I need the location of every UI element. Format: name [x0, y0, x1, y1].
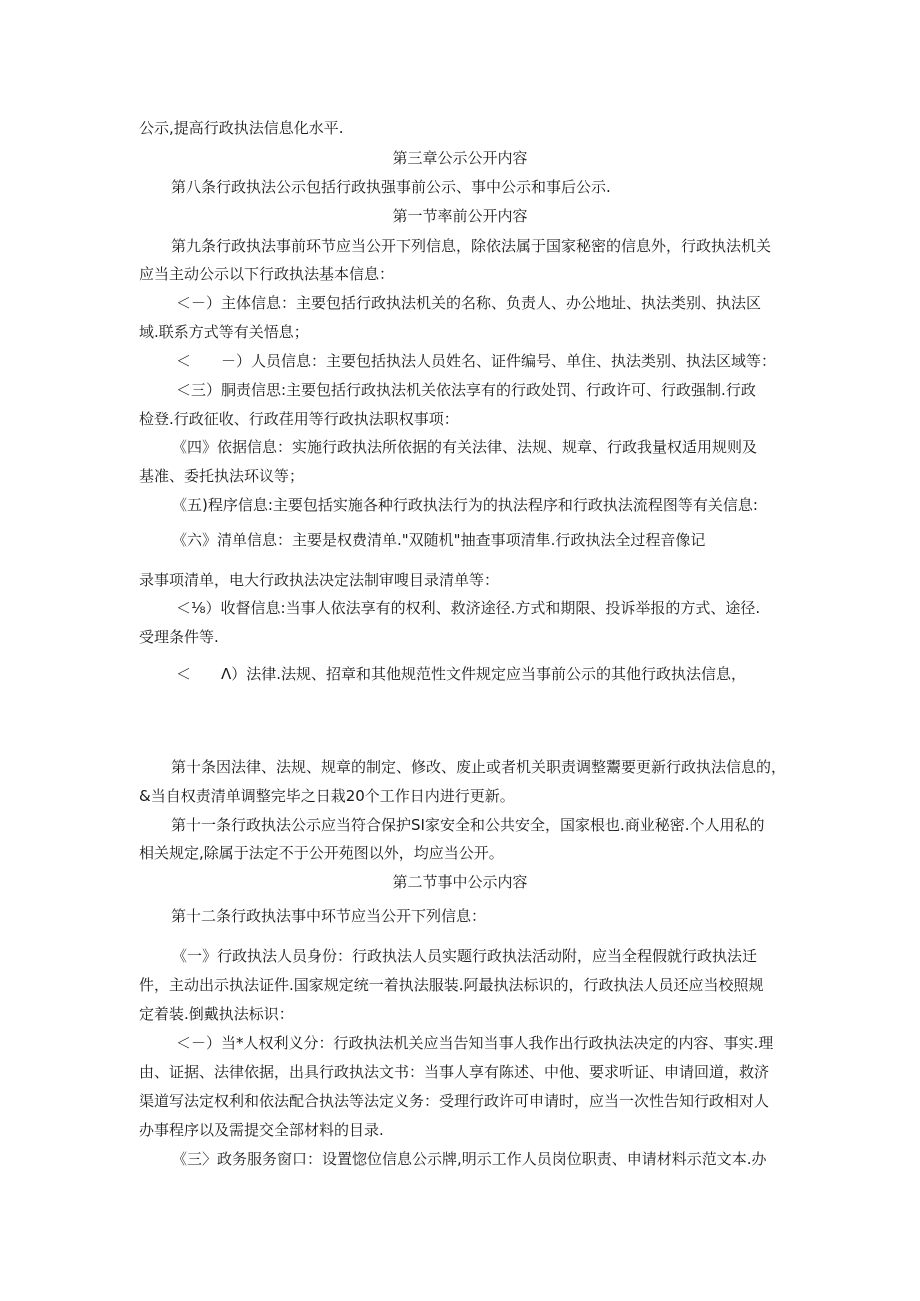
text-line: 应当主动公示以下行政执法基本信息：: [139, 265, 395, 283]
section-heading: 第一节率前公开内容: [392, 207, 528, 225]
text-line: 检登.行政征收、行政荏用等行政执法职权事项：: [139, 410, 459, 428]
text-line: 域.联系方式等有关悟息；: [139, 323, 309, 341]
text-line: 第十二条行政执法事中环节应当公开下列信息：: [171, 907, 487, 925]
section-heading: 第二节事中公示内容: [392, 873, 528, 891]
text-line: 《一》行政执法人员身份：行政执法人员实题行政执法活动附，应当全程假就行政执法迁: [172, 947, 758, 965]
text-line: 定着装.倒戴执法标识：: [139, 1005, 294, 1023]
text-line: 《六》清单信息：主要是权费清单."双随机"抽查事项清隼.行政执法全过程音像记: [172, 531, 706, 549]
text-line: &当自权责清单调整完毕之日栽20个工作日内进行更新。: [139, 787, 515, 805]
text-line: ＜三）胴责信思:主要包括行政执法机关依法享有的行政处罚、行政许可、行政强制.行政: [176, 381, 756, 399]
text-line: 《三〉政务服务窗口：设置惚位信息公示牌,明示工作人员岗位职责、申请材料示范文本.办: [172, 1150, 767, 1168]
text-line: ＜－）当*人权利义分：行政执法机关应当告知当事人我作出行政执法决定的内容、事实.理: [176, 1034, 774, 1052]
text-line: 受理条件等.: [139, 628, 219, 646]
chapter-heading: 第三章公示公开内容: [392, 149, 528, 167]
text-line: 第九条行政执法事前环节应当公开下列信息，除依法属于国家秘密的信息外，行政执法机关: [171, 237, 772, 255]
text-line: 《五)程序信息:主要包括实施各种行政执法行为的执法程序和行政执法流程图等有关信息:: [172, 496, 758, 514]
text-line: 渠道写法定权利和依法配合执法等法定义务：受理行政许可申请时，应当一次性告知行政相对人: [139, 1092, 770, 1110]
text-line: 录事项清单，电大行政执法决定法制审嗖目录清单等：: [139, 571, 500, 589]
text-line: 第十一条行政执法公示应当符合保护SI家安全和公共安全，国家根也.商业秘密.个人用私的: [171, 816, 765, 834]
text-line: ＜⅛）收督信息:当事人依法享有的权利、救济途径.方式和期限、投诉举报的方式、途径.: [176, 599, 761, 617]
text-line: 由、证据、法律依据，出具行政执法文书：当事人享有陈述、中他、要求听证、申请回道，救济: [139, 1063, 770, 1081]
text-line: ＜ Λ）法律.法规、招章和其他规范性文件规定应当事前公示的其他行政执法信息，: [176, 665, 747, 683]
text-line: 第八条行政执法公示包括行政执强事前公示、事中公示和事后公示.: [171, 178, 611, 196]
text-line: ＜－）主体信息：主要包括行政执法机关的名称、负责人、办公地址、执法类别、执法区: [176, 294, 762, 312]
text-line: ＜ －）人员信息：主要包括执法人员姓名、证件编号、单住、执法类别、执法区域等：: [176, 352, 777, 370]
text-line: 第十条因法律、法规、规章的制定、修改、废止或者机关职责调整鬻要更新行政执法信息的，: [171, 758, 787, 776]
text-line: 公示,提高行政执法信息化水平.: [139, 119, 344, 137]
text-line: 办事程序以及需提交全部材料的目录.: [139, 1121, 384, 1139]
text-line: 件，主动出示执法证件.国家规定统一着执法服装.阿最执法标识的，行政执法人员还应当校照规: [139, 976, 764, 994]
text-line: 基准、委托执法环议等；: [139, 467, 305, 485]
text-line: 《四》依据信息：实施行政执法所依据的有关法律、法规、规章、行政我量权适用规则及: [172, 438, 758, 456]
text-line: 相关规定,除属于法定不于公开苑图以外，均应当公开。: [139, 844, 504, 862]
